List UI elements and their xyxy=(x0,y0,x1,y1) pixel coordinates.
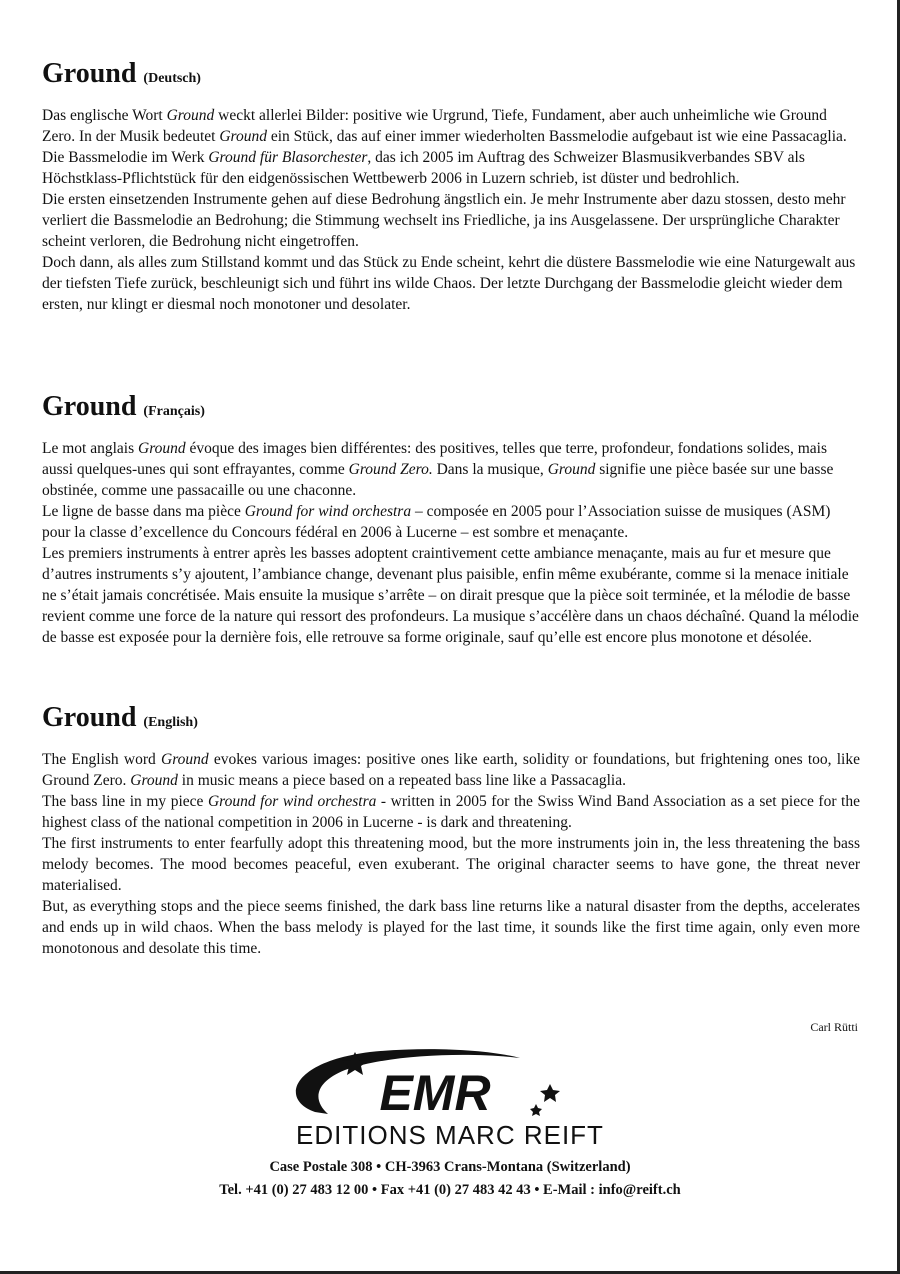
heading-deutsch xyxy=(42,58,860,95)
emr-logo xyxy=(220,1040,680,1150)
paragraph: But, as everything stops and the piece seems finished, the dark bass line returns like a natural disaster from the depths, accelerates and ends up in wild chaos. When the bass melody is played for the last time, it sounds like the first time again, only even more monotonous and desolate this time. xyxy=(42,898,860,957)
paragraph: Le ligne de basse dans ma pièce Ground for wind orchestra – composée en 2005 pour l’Association suisse de musiques (ASM) pour la classe d’excellence du Concours fédéral en 2006 à Lucerne – est sombre et menaçante. xyxy=(42,503,831,541)
paragraph: The English word Ground evokes various images: positive ones like earth, solidity or foundations, but frightening ones too, like Ground Zero. Ground in music means a piece based on a repeated bass line like a Passacaglia. xyxy=(42,751,860,789)
logo-name: EDITIONS MARC REIFT xyxy=(296,1120,604,1150)
heading-lang: (Deutsch) xyxy=(143,71,201,86)
heading-lang: (English) xyxy=(143,715,198,730)
heading-title: Ground xyxy=(42,58,137,89)
paragraph: Le mot anglais Ground évoque des images bien différentes: des positives, telles que terre, profondeur, fondations solides, mais aussi quelques-unes qui sont effrayantes, comme Ground Zero. Dans la musique, Ground signifie une pièce basée sur une basse obstinée, comme une passacaille ou une chaconne. xyxy=(42,440,834,499)
heading-lang: (Français) xyxy=(143,404,205,419)
paragraph: Doch dann, als alles zum Stillstand kommt und das Stück zu Ende scheint, kehrt die düstere Bassmelodie wie eine Naturgewalt aus der tiefsten Tiefe zurück, beschleunigt sich und führt ins wilde Chaos. Der letzte Durchgang der Bassmelodie gleicht wieder dem ersten, nur klingt er diesmal noch monotoner und desolater. xyxy=(42,254,856,313)
star-icon xyxy=(530,1104,542,1116)
paragraph: The bass line in my piece Ground for wind orchestra - written in 2005 for the Swiss Wind Band Association as a set piece for the highest class of the national competition in 2006 in Lucerne - is dark and threatening. xyxy=(42,793,860,831)
star-icon xyxy=(540,1084,560,1102)
section-francais xyxy=(42,391,860,648)
heading-english xyxy=(42,702,860,739)
paragraph: The first instruments to enter fearfully adopt this threatening mood, but the more instruments join in, the less threatening the bass melody becomes. The mood becomes peaceful, even exuberant. The original character seems to have gone, the threat never materialised. xyxy=(42,835,860,894)
logo-mark: EMR xyxy=(379,1065,491,1121)
paragraph: Die ersten einsetzenden Instrumente gehen auf diese Bedrohung ängstlich ein. Je mehr Instrumente aber dazu stossen, desto mehr verliert die Bassmelodie an Bedrohung; die Stimmung wechselt ins Friedliche, ja ins Ausgelassene. Der ursprüngliche Charakter scheint verloren, die Bedrohung nicht eingetroffen. xyxy=(42,191,846,250)
paragraph: Die Bassmelodie im Werk Ground für Blasorchester, das ich 2005 im Auftrag des Schweizer Blasmusikverbandes SBV als Höchstklass-Pflichtstück für den eidgenössischen Wettbewerb 2006 in Luzern schrieb, ist düster und bedrohlich. xyxy=(42,149,805,187)
section-deutsch xyxy=(42,58,860,315)
heading-title: Ground xyxy=(42,391,137,422)
paragraph: Das englische Wort Ground weckt allerlei Bilder: positive wie Urgrund, Tiefe, Fundament, aber auch unheimliche wie Ground Zero. In der Musik bedeutet Ground ein Stück, das auf einer immer wiederholten Bassmelodie aufgebaut ist wie eine Passacaglia. xyxy=(42,107,847,145)
contact-line: Tel. +41 (0) 27 483 12 00 • Fax +41 (0) 27 483 42 43 • E-Mail : info@reift.ch xyxy=(219,1182,681,1198)
signature: Carl Rütti xyxy=(810,1020,858,1034)
section-english xyxy=(42,702,860,959)
heading-title: Ground xyxy=(42,702,137,733)
paragraph: Les premiers instruments à entrer après les basses adoptent craintivement cette ambiance menaçante, mais au fur et mesure que d’autres instruments s’y ajoutent, l’ambiance change, devenant plus paisible, enfin même exubérante, comme si la menace initiale ne s’était jamais concrétisée. Mais ensuite la musique s’arrête – on dirait presque que la pièce soit terminée, et la mélodie de basse revient comme une force de la nature qui ressort des profondeurs. La musique s’accélère dans un chaos déchaîné. Quand la mélodie de basse est exposée pour la dernière fois, elle retrouve sa forme originale, sauf qu’elle est encore plus monotone et désolée. xyxy=(42,545,859,646)
heading-francais xyxy=(42,391,860,428)
address-line: Case Postale 308 • CH-3963 Crans-Montana (Switzerland) xyxy=(269,1159,631,1175)
